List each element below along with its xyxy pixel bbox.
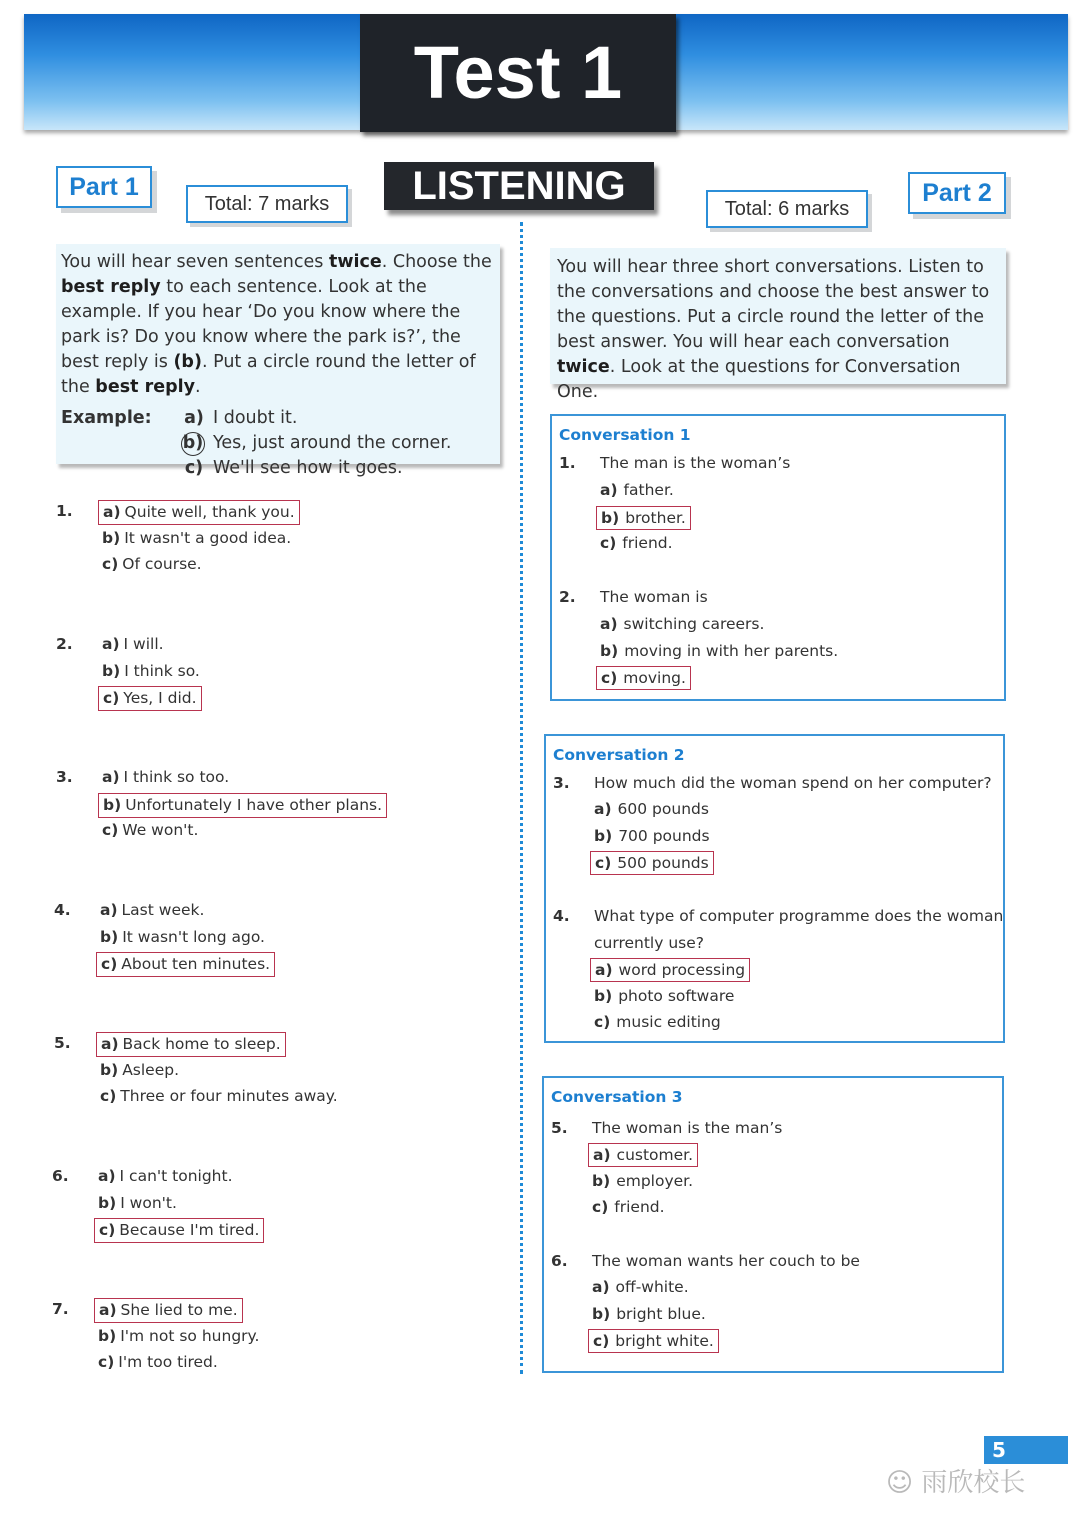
conversation-2 bbox=[544, 734, 1005, 1043]
answer-option bbox=[596, 506, 691, 530]
question-number: 4. bbox=[54, 901, 71, 919]
question-number: 6. bbox=[52, 1167, 69, 1185]
watermark-text: 雨欣校长 bbox=[921, 1468, 1026, 1498]
example-options bbox=[181, 406, 451, 481]
answer-option bbox=[588, 1170, 697, 1194]
wechat-icon: ☺ bbox=[886, 1468, 914, 1498]
question-2 bbox=[50, 633, 490, 715]
option-letter: c) bbox=[101, 955, 118, 973]
answer-option bbox=[590, 958, 750, 982]
option-text: Quite well, thank you. bbox=[124, 503, 295, 521]
option-text: It wasn't long ago. bbox=[122, 927, 265, 946]
instruction-run: . Put a circle round the letter of the bbox=[61, 352, 476, 397]
option-text: I'm too tired. bbox=[118, 1353, 218, 1371]
part-1-instruction-text bbox=[61, 250, 494, 400]
option-text: friend. bbox=[614, 1198, 665, 1216]
answer-option bbox=[96, 899, 208, 924]
option-letter: b) bbox=[600, 641, 619, 660]
answer-option bbox=[94, 1298, 243, 1323]
option-text: I can't tonight. bbox=[119, 1167, 233, 1185]
option-letter: a) bbox=[102, 635, 120, 653]
example-option-letter: c) bbox=[184, 458, 204, 478]
option-letter: b) bbox=[100, 1060, 119, 1079]
answer-option bbox=[96, 926, 269, 951]
question-number: 1. bbox=[56, 502, 73, 520]
section-title: LISTENING bbox=[384, 162, 654, 210]
option-text: music editing bbox=[616, 1013, 721, 1031]
option-text: I won't. bbox=[120, 1193, 177, 1212]
option-text: Unfortunately I have other plans. bbox=[125, 795, 383, 814]
option-text: I'm not so hungry. bbox=[120, 1326, 260, 1345]
option-text: I think so. bbox=[124, 661, 200, 680]
option-letter: a) bbox=[592, 1278, 610, 1296]
answer-option bbox=[96, 1085, 342, 1110]
answer-option bbox=[588, 1329, 719, 1353]
option-text: I will. bbox=[123, 635, 164, 653]
option-letter: b) bbox=[594, 986, 613, 1005]
part-1-total: Total: 7 marks bbox=[186, 185, 348, 223]
option-letter: c) bbox=[600, 534, 617, 552]
answer-option bbox=[596, 479, 678, 503]
question-number: 5. bbox=[54, 1034, 71, 1052]
option-letter: a) bbox=[99, 1301, 117, 1319]
option-letter: b) bbox=[594, 826, 613, 845]
conversation-title: Conversation 1 bbox=[559, 426, 691, 444]
instruction-run: You will hear three short conversations. Listen to the conversations and choose the best answer to the questions. Put a circle round the letter of the best answer. You will hear each conversation bbox=[557, 257, 990, 352]
option-text: Because I'm tired. bbox=[119, 1221, 260, 1239]
instruction-run: . Choose the bbox=[381, 252, 492, 272]
part-2-label: Part 2 bbox=[908, 172, 1006, 214]
answer-option bbox=[588, 1196, 669, 1220]
answer-option bbox=[588, 1303, 710, 1327]
answer-option bbox=[98, 500, 300, 525]
example-label: Example: bbox=[61, 408, 152, 428]
example-option-text: We'll see how it goes. bbox=[213, 458, 403, 478]
example-option-text: I doubt it. bbox=[213, 408, 298, 428]
example-option-text: Yes, just around the corner. bbox=[213, 433, 452, 453]
option-letter: a) bbox=[595, 961, 613, 979]
answer-option bbox=[98, 527, 295, 552]
answer-option bbox=[590, 985, 738, 1009]
option-letter: a) bbox=[100, 901, 118, 919]
example-option-letter: a) bbox=[184, 408, 204, 428]
answer-option bbox=[98, 553, 206, 578]
option-letter: c) bbox=[601, 669, 618, 687]
option-letter: b) bbox=[98, 1193, 117, 1212]
option-text: It wasn't a good idea. bbox=[124, 528, 292, 547]
answer-option bbox=[96, 1032, 286, 1057]
question-1 bbox=[50, 500, 490, 582]
option-letter: a) bbox=[103, 503, 121, 521]
answer-option bbox=[96, 952, 275, 977]
answer-option bbox=[596, 532, 677, 556]
option-letter: b) bbox=[100, 927, 119, 946]
answer-option bbox=[98, 633, 168, 658]
question-number: 5. bbox=[551, 1119, 568, 1137]
example bbox=[61, 406, 494, 481]
answer-option bbox=[98, 793, 387, 818]
option-letter: a) bbox=[600, 481, 618, 499]
part-2-instructions bbox=[550, 248, 1006, 402]
question-number: 4. bbox=[553, 907, 570, 925]
option-letter: a) bbox=[594, 800, 612, 818]
question-text: The woman wants her couch to be bbox=[592, 1252, 860, 1270]
question-5 bbox=[48, 1032, 488, 1114]
option-text: 600 pounds bbox=[617, 800, 709, 818]
option-letter: b) bbox=[592, 1304, 611, 1323]
option-letter: a) bbox=[98, 1167, 116, 1185]
instruction-run: . Look at the questions for Conversation One. bbox=[557, 357, 961, 402]
instruction-run: You will hear seven sentences bbox=[61, 252, 329, 272]
option-letter: c) bbox=[98, 1353, 115, 1371]
option-letter: c) bbox=[102, 821, 119, 839]
option-letter: b) bbox=[592, 1171, 611, 1190]
answer-option bbox=[590, 798, 713, 822]
answer-option bbox=[98, 660, 204, 685]
instruction-run: . bbox=[195, 377, 201, 397]
option-letter: c) bbox=[595, 854, 612, 872]
option-text: She lied to me. bbox=[120, 1301, 238, 1319]
example-option bbox=[181, 406, 451, 431]
option-letter: a) bbox=[600, 615, 618, 633]
answer-option bbox=[96, 1059, 183, 1084]
option-text: moving in with her parents. bbox=[624, 641, 839, 660]
question-6 bbox=[46, 1165, 486, 1247]
question-text: How much did the woman spend on her computer? bbox=[594, 774, 992, 792]
option-letter: c) bbox=[102, 555, 119, 573]
option-letter: b) bbox=[98, 1326, 117, 1345]
part-1-instructions bbox=[56, 244, 500, 478]
answer-option bbox=[94, 1218, 264, 1243]
option-letter: c) bbox=[99, 1221, 116, 1239]
instruction-run: twice bbox=[328, 252, 382, 272]
option-letter: b) bbox=[102, 528, 121, 547]
option-text: word processing bbox=[618, 961, 746, 979]
question-number: 2. bbox=[559, 588, 576, 606]
option-text: Of course. bbox=[122, 555, 202, 573]
option-text: brother. bbox=[625, 508, 686, 527]
question-number: 3. bbox=[553, 774, 570, 792]
instruction-run: twice bbox=[557, 357, 610, 377]
question-text: The man is the woman’s bbox=[600, 454, 791, 472]
answer-option bbox=[94, 1325, 263, 1350]
answer-option bbox=[94, 1351, 222, 1376]
option-text: 500 pounds bbox=[617, 854, 709, 872]
example-option-letter: b) bbox=[181, 432, 205, 456]
part-1-label: Part 1 bbox=[56, 166, 152, 208]
option-letter: a) bbox=[593, 1146, 611, 1164]
option-text: bright blue. bbox=[616, 1304, 706, 1323]
option-letter: c) bbox=[100, 1087, 117, 1105]
option-text: customer. bbox=[616, 1146, 694, 1164]
example-option bbox=[181, 456, 451, 481]
question-text: currently use? bbox=[594, 933, 704, 952]
page-number: 5 bbox=[984, 1436, 1068, 1464]
question-text: The woman is bbox=[600, 588, 708, 606]
part-2-instruction-text bbox=[557, 255, 1000, 405]
question-number: 6. bbox=[551, 1252, 568, 1270]
conversation-1 bbox=[550, 414, 1006, 701]
question-number: 2. bbox=[56, 635, 73, 653]
question-7 bbox=[46, 1298, 486, 1380]
question-3 bbox=[50, 766, 490, 848]
option-letter: c) bbox=[592, 1198, 609, 1216]
option-text: switching careers. bbox=[623, 615, 765, 633]
answer-option bbox=[596, 613, 768, 637]
option-text: bright white. bbox=[615, 1332, 714, 1350]
question-number: 7. bbox=[52, 1300, 69, 1318]
answer-option bbox=[588, 1143, 698, 1167]
conversation-title: Conversation 3 bbox=[551, 1088, 683, 1106]
instruction-run: to each sentence. Look at the example. If you hear ‘Do you know where the park is? Do you know where the park is?’, the best reply is bbox=[61, 277, 461, 372]
option-letter: b) bbox=[103, 795, 122, 814]
watermark bbox=[886, 1462, 1025, 1499]
option-text: 700 pounds bbox=[618, 826, 710, 845]
option-letter: b) bbox=[102, 661, 121, 680]
answer-option bbox=[590, 825, 714, 849]
option-text: About ten minutes. bbox=[121, 955, 271, 973]
instruction-run: best reply bbox=[95, 377, 195, 397]
instruction-run: (b) bbox=[173, 352, 202, 372]
option-text: off-white. bbox=[615, 1278, 689, 1296]
answer-option bbox=[596, 666, 691, 690]
option-text: father. bbox=[623, 481, 674, 499]
answer-option bbox=[590, 1011, 725, 1035]
answer-option bbox=[98, 686, 202, 711]
answer-option bbox=[98, 766, 233, 791]
option-letter: c) bbox=[594, 1013, 611, 1031]
answer-option bbox=[98, 819, 202, 844]
option-letter: b) bbox=[601, 508, 620, 527]
option-letter: c) bbox=[103, 689, 120, 707]
answer-option bbox=[94, 1192, 181, 1217]
example-option bbox=[181, 431, 451, 456]
question-4 bbox=[48, 899, 488, 981]
option-text: moving. bbox=[623, 669, 686, 687]
option-text: Last week. bbox=[121, 901, 205, 919]
conversation-3 bbox=[542, 1076, 1004, 1373]
option-text: Back home to sleep. bbox=[122, 1035, 281, 1053]
test-title: Test 1 bbox=[360, 14, 676, 132]
option-text: employer. bbox=[616, 1171, 694, 1190]
question-number: 3. bbox=[56, 768, 73, 786]
question-text: The woman is the man’s bbox=[592, 1119, 783, 1137]
option-letter: c) bbox=[593, 1332, 610, 1350]
option-text: Yes, I did. bbox=[123, 689, 197, 707]
option-letter: a) bbox=[102, 768, 120, 786]
part-2-total: Total: 6 marks bbox=[706, 190, 868, 228]
answer-option bbox=[588, 1276, 693, 1300]
option-text: Three or four minutes away. bbox=[120, 1087, 338, 1105]
answer-option bbox=[94, 1165, 237, 1190]
question-number: 1. bbox=[559, 454, 576, 472]
option-letter: a) bbox=[101, 1035, 119, 1053]
option-text: friend. bbox=[622, 534, 673, 552]
answer-option bbox=[596, 640, 842, 664]
answer-option bbox=[590, 851, 714, 875]
option-text: We won't. bbox=[122, 821, 199, 839]
option-text: I think so too. bbox=[123, 768, 230, 786]
option-text: Asleep. bbox=[122, 1060, 180, 1079]
conversation-title: Conversation 2 bbox=[553, 746, 685, 764]
column-divider bbox=[520, 222, 523, 1374]
question-text: What type of computer programme does the woman bbox=[594, 907, 1004, 925]
instruction-run: best reply bbox=[61, 277, 161, 297]
option-text: photo software bbox=[618, 986, 735, 1005]
